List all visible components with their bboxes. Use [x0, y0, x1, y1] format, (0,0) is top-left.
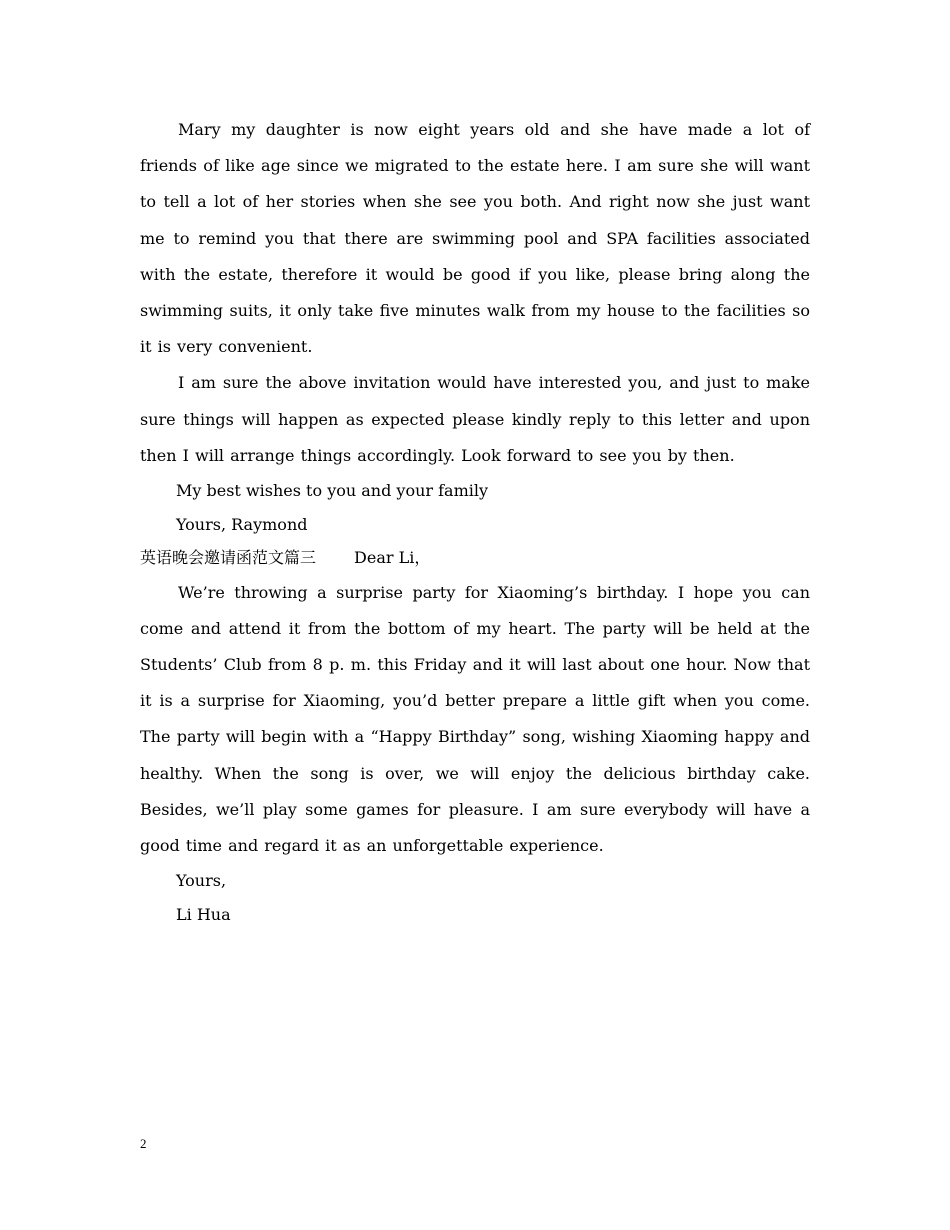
- greeting: Dear Li，: [354, 548, 431, 568]
- document-body: [140, 112, 810, 931]
- page-number: 2: [140, 1136, 147, 1151]
- signoff-label: Yours,: [176, 871, 227, 891]
- signoff-raymond: Yours, Raymond: [176, 514, 308, 534]
- section-heading-line: [140, 541, 810, 575]
- paragraph-daughter-mary: Mary my daughter is now eight years old and she have made a lot of friends of like age since we migrated to the estate here. I am sure she will want to tell a lot of her stories when she see you both. And right now she just want me to remind you that there are swimming pool and SPA facilities associated with the estate, therefore it would be good if you like, please bring along the swimming suits, it only take five minutes walk from my house to the facilities so it is very convenient.: [140, 120, 810, 357]
- section-title: 英语晚会邀请函范文篇三: [140, 548, 317, 568]
- signoff-name: Li Hua: [176, 904, 231, 924]
- paragraph-surprise-party: We’re throwing a surprise party for Xiaoming’s birthday. I hope you can come and attend it from the bottom of my heart. The party will be held at the Students’ Club from 8 p. m. this Friday and it will last about one hour. Now that it is a surprise for Xiaoming, you’d better prepare a little gift when you come. The party will begin with a “Happy Birthday” song, wishing Xiaoming happy and healthy. When the song is over, we will enjoy the delicious birthday cake. Besides, we’ll play some games for pleasure. I am sure everybody will have a good time and regard it as an unforgettable experience.: [140, 582, 810, 855]
- closing-wishes: My best wishes to you and your family: [176, 481, 489, 501]
- paragraph-invitation-reply: I am sure the above invitation would have interested you, and just to make sure things will happen as expected please kindly reply to this letter and upon then I will arrange things accordingly. Look forward to see you by then.: [140, 373, 810, 465]
